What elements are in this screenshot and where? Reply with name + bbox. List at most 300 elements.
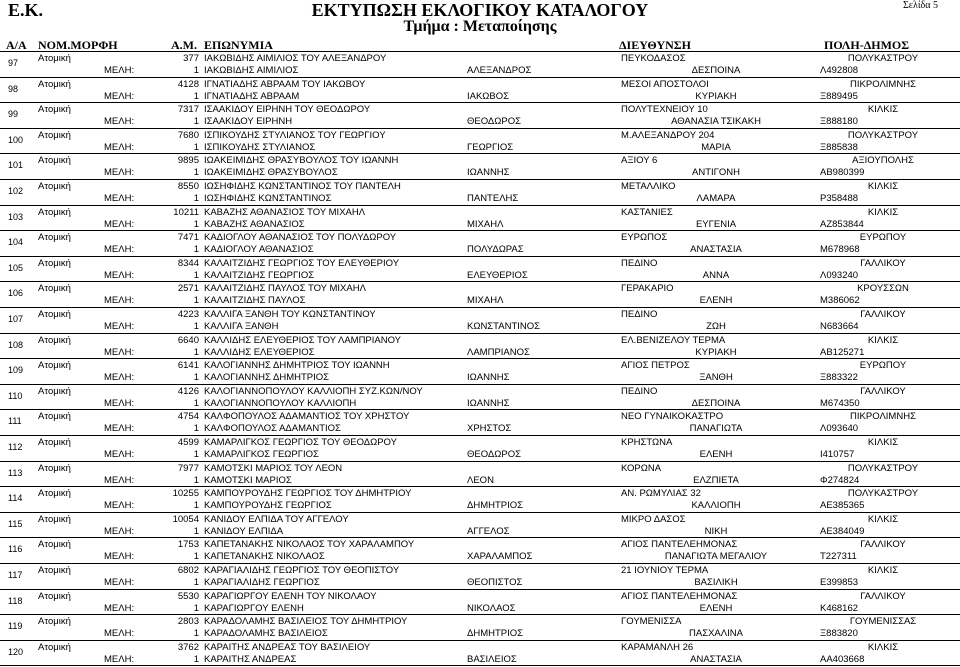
- record-number: 119: [8, 621, 23, 632]
- record-legal-form: Ατομική: [38, 181, 71, 192]
- table-row: [0, 129, 960, 155]
- record-legal-form: Ατομική: [38, 155, 71, 167]
- table-row: [0, 436, 960, 462]
- record-name: ΚΑΛΟΓΙΑΝΝΟΠΟΥΛΟΥ ΚΑΛΛΙΟΠΗ ΣΥΖ.ΚΩΝ/ΝΟΥ: [204, 385, 423, 397]
- member-label: ΜΕΛΗ:: [104, 372, 135, 384]
- member-count: 1: [193, 551, 199, 563]
- record-registry-number: 2803: [177, 616, 199, 628]
- record-number: 110: [8, 390, 23, 401]
- member-mother-name: ΔΕΣΠΟΙΝΑ: [691, 397, 741, 409]
- record-registry-number: 5530: [177, 590, 199, 602]
- member-label: ΜΕΛΗ:: [104, 397, 135, 409]
- record-registry-number: 9895: [177, 155, 199, 167]
- record-address: ΝΕΟ ΓΥΝΑΙΚΟΚΑΣΤΡΟ: [621, 411, 724, 423]
- record-registry-number: 4754: [177, 411, 199, 423]
- record-name: ΚΑΝΙΔΟΥ ΕΛΠΙΔΑ ΤΟΥ ΑΓΓΕΛΟΥ: [204, 513, 349, 525]
- record-legal-form: Ατομική: [38, 283, 71, 295]
- member-name: ΚΑΛΛΙΔΗΣ ΕΛΕΥΘΕΡΙΟΣ: [204, 346, 315, 358]
- member-count: 1: [193, 218, 199, 230]
- record-number: 112: [8, 442, 23, 452]
- member-count: 1: [193, 167, 199, 179]
- member-father-name: ΙΩΑΝΝΗΣ: [467, 372, 510, 384]
- record-number: 113: [8, 467, 23, 478]
- member-father-name: ΠΟΛΥΔΩΡΑΣ: [467, 244, 524, 256]
- table-row: [0, 154, 960, 180]
- member-count: 1: [193, 321, 199, 332]
- col-city: ΠΟΛΗ-ΔΗΜΟΣ: [824, 38, 910, 52]
- record-number: 117: [8, 570, 23, 580]
- member-count: 1: [193, 244, 199, 256]
- member-label: ΜΕΛΗ:: [104, 244, 135, 256]
- record-number: 99: [8, 109, 19, 120]
- record-legal-form: Ατομική: [38, 309, 71, 320]
- member-id-number: ΑΒ980399: [820, 167, 865, 179]
- record-legal-form: Ατομική: [38, 360, 71, 372]
- table-row: [0, 385, 960, 411]
- record-name: ΚΑΡΑΓΙΑΛΙΔΗΣ ΓΕΩΡΓΙΟΣ ΤΟΥ ΘΕΟΠΙΣΤΟΥ: [204, 565, 400, 576]
- record-registry-number: 8344: [177, 257, 199, 269]
- record-address: ΠΕΔΙΝΟ: [621, 385, 658, 397]
- record-registry-number: 377: [183, 53, 199, 64]
- record-name: ΚΑΜΑΡΛΙΓΚΟΣ ΓΕΩΡΓΙΟΣ ΤΟΥ ΘΕΟΔΩΡΟΥ: [204, 437, 397, 448]
- member-father-name: ΧΑΡΑΛΑΜΠΟΣ: [467, 551, 533, 563]
- member-count: 1: [193, 653, 199, 665]
- record-city: ΚΙΛΚΙΣ: [867, 437, 899, 448]
- record-registry-number: 7680: [177, 129, 199, 141]
- member-label: ΜΕΛΗ:: [104, 295, 135, 307]
- member-mother-name: ΝΙΚΗ: [704, 525, 728, 537]
- member-father-name: ΘΕΟΔΩΡΟΣ: [467, 449, 521, 460]
- record-address: ΜΙΚΡΟ ΔΑΣΟΣ: [621, 513, 686, 525]
- table-row: [0, 206, 960, 232]
- member-mother-name: ΑΝΑΣΤΑΣΙΑ: [690, 244, 742, 256]
- member-name: ΚΑΛΛΙΓΑ ΞΑΝΘΗ: [204, 321, 279, 332]
- record-legal-form: Ατομική: [38, 104, 71, 116]
- record-registry-number: 10255: [172, 488, 199, 500]
- member-mother-name: ΑΝΝΑ: [702, 269, 730, 281]
- record-name: ΚΑΛΟΓΙΑΝΝΗΣ ΔΗΜΗΤΡΙΟΣ ΤΟΥ ΙΩΑΝΝΗ: [204, 360, 390, 372]
- record-name: ΚΑΛΦΟΠΟΥΛΟΣ ΑΔΑΜΑΝΤΙΟΣ ΤΟΥ ΧΡΗΣΤΟΥ: [204, 411, 410, 423]
- member-id-number: Μ386062: [820, 295, 860, 307]
- table-row: [0, 641, 960, 667]
- record-name: ΚΑΡΑΔΟΛΑΜΗΣ ΒΑΣΙΛΕΙΟΣ ΤΟΥ ΔΗΜΗΤΡΙΟΥ: [204, 616, 408, 628]
- member-id-number: Ι410757: [820, 449, 855, 460]
- record-address: ΠΟΛΥΤΕΧΝΕΙΟΥ 10: [621, 104, 708, 116]
- member-count: 1: [193, 346, 199, 358]
- member-label: ΜΕΛΗ:: [104, 167, 135, 179]
- record-registry-number: 8550: [177, 181, 199, 192]
- member-id-number: Λ093640: [820, 423, 859, 435]
- record-name: ΙΩΣΗΦΙΔΗΣ ΚΩΝΣΤΑΝΤΙΝΟΣ ΤΟΥ ΠΑΝΤΕΛΗ: [204, 181, 401, 192]
- member-mother-name: ΚΥΡΙΑΚΗ: [695, 346, 737, 358]
- member-father-name: ΝΙΚΟΛΑΟΣ: [467, 602, 516, 614]
- member-name: ΚΑΜΠΟΥΡΟΥΔΗΣ ΓΕΩΡΓΙΟΣ: [204, 500, 332, 512]
- record-number: 106: [8, 288, 24, 299]
- member-mother-name: ΚΥΡΙΑΚΗ: [695, 90, 737, 102]
- col-registry-number: Α.Μ.: [171, 38, 197, 52]
- record-legal-form: Ατομική: [38, 565, 71, 576]
- member-label: ΜΕΛΗ:: [104, 346, 135, 358]
- record-number: 114: [8, 493, 23, 504]
- member-name: ΚΑΜΟΤΣΚΙ ΜΑΡΙΟΣ: [204, 474, 292, 486]
- record-address: ΓΟΥΜΕΝΙΣΣΑ: [621, 616, 682, 628]
- member-count: 1: [193, 116, 199, 128]
- member-father-name: ΧΡΗΣΤΟΣ: [467, 423, 512, 435]
- member-label: ΜΕΛΗ:: [104, 577, 135, 588]
- record-legal-form: Ατομική: [38, 206, 71, 218]
- record-registry-number: 4599: [177, 437, 199, 448]
- record-legal-form: Ατομική: [38, 641, 71, 653]
- member-label: ΜΕΛΗ:: [104, 90, 135, 102]
- record-registry-number: 10054: [172, 513, 199, 525]
- member-father-name: ΔΗΜΗΤΡΙΟΣ: [467, 500, 524, 512]
- table-row: [0, 180, 960, 206]
- member-mother-name: ΠΑΣΧΑΛΙΝΑ: [689, 628, 743, 640]
- record-city: ΚΙΛΚΙΣ: [867, 104, 899, 116]
- record-name: ΚΑΡΑΙΤΗΣ ΑΝΔΡΕΑΣ ΤΟΥ ΒΑΣΙΛΕΙΟΥ: [204, 641, 371, 653]
- member-label: ΜΕΛΗ:: [104, 269, 135, 281]
- member-father-name: ΘΕΟΔΩΡΟΣ: [467, 116, 521, 128]
- record-name: ΚΑΒΑΖΗΣ ΑΘΑΝΑΣΙΟΣ ΤΟΥ ΜΙΧΑΗΛ: [204, 206, 366, 218]
- record-city: ΕΥΡΩΠΟΥ: [859, 232, 907, 244]
- member-name: ΙΩΑΚΕΙΜΙΔΗΣ ΘΡΑΣΥΒΟΥΛΟΣ: [204, 167, 338, 179]
- record-registry-number: 6640: [177, 334, 199, 346]
- member-name: ΚΑΒΑΖΗΣ ΑΘΑΝΑΣΙΟΣ: [204, 218, 305, 230]
- record-number: 118: [8, 595, 23, 606]
- record-address: ΑΓΙΟΣ ΠΕΤΡΟΣ: [621, 360, 690, 372]
- member-label: ΜΕΛΗ:: [104, 449, 135, 460]
- table-row: [0, 538, 960, 564]
- member-label: ΜΕΛΗ:: [104, 116, 135, 128]
- member-father-name: ΒΑΣΙΛΕΙΟΣ: [467, 653, 517, 665]
- record-legal-form: Ατομική: [38, 411, 71, 423]
- member-label: ΜΕΛΗ:: [104, 525, 135, 537]
- page-number: Σελίδα 5: [902, 0, 938, 11]
- record-address: ΕΛ.ΒΕΝΙΖΕΛΟΥ ΤΕΡΜΑ: [621, 334, 726, 346]
- record-number: 111: [8, 416, 22, 427]
- member-mother-name: ΑΝΑΣΤΑΣΙΑ: [690, 653, 742, 665]
- member-name: ΚΑΡΑΔΟΛΑΜΗΣ ΒΑΣΙΛΕΙΟΣ: [204, 628, 328, 640]
- table-row: [0, 282, 960, 308]
- member-label: ΜΕΛΗ:: [104, 551, 135, 563]
- member-name: ΚΑΜΑΡΛΙΓΚΟΣ ΓΕΩΡΓΙΟΣ: [204, 449, 319, 460]
- member-mother-name: ΠΑΝΑΓΙΩΤΑ: [689, 423, 743, 435]
- record-city: ΓΑΛΛΙΚΟΥ: [860, 385, 906, 397]
- record-city: ΠΟΛΥΚΑΣΤΡΟΥ: [847, 488, 919, 500]
- record-city: ΓΑΛΛΙΚΟΥ: [860, 257, 906, 269]
- member-mother-name: ΕΛΕΝΗ: [699, 295, 733, 307]
- record-registry-number: 2571: [177, 283, 199, 295]
- member-id-number: Τ227311: [820, 551, 857, 563]
- member-name: ΚΑΝΙΔΟΥ ΕΛΠΙΔΑ: [204, 525, 284, 537]
- record-city: ΓΑΛΛΙΚΟΥ: [860, 590, 906, 602]
- record-number: 115: [8, 518, 23, 529]
- record-address: ΜΕΣΟΙ ΑΠΟΣΤΟΛΟΙ: [621, 78, 709, 90]
- member-label: ΜΕΛΗ:: [104, 141, 135, 153]
- member-mother-name: ΖΩΗ: [706, 321, 726, 332]
- record-address: ΑΓΙΟΣ ΠΑΝΤΕΛΕΗΜΟΝΑΣ: [621, 590, 738, 602]
- column-header-row: [0, 38, 960, 52]
- member-count: 1: [193, 295, 199, 307]
- member-count: 1: [193, 423, 199, 435]
- member-name: ΚΑΠΕΤΑΝΑΚΗΣ ΝΙΚΟΛΑΟΣ: [204, 551, 325, 563]
- member-father-name: ΙΩΑΝΝΗΣ: [467, 167, 510, 179]
- member-count: 1: [193, 90, 199, 102]
- record-address: ΓΕΡΑΚΑΡΙΟ: [621, 283, 674, 295]
- record-city: ΚΙΛΚΙΣ: [867, 334, 899, 346]
- member-name: ΚΑΛΑΙΤΖΙΔΗΣ ΓΕΩΡΓΙΟΣ: [204, 269, 315, 281]
- member-father-name: ΜΙΧΑΗΛ: [467, 295, 504, 307]
- member-name: ΚΑΛΟΓΙΑΝΝΟΠΟΥΛΟΥ ΚΑΛΛΙΟΠΗ: [204, 397, 357, 409]
- member-label: ΜΕΛΗ:: [104, 218, 135, 230]
- table-row: [0, 590, 960, 616]
- member-label: ΜΕΛΗ:: [104, 628, 135, 640]
- record-address: ΠΕΥΚΟΔΑΣΟΣ: [621, 53, 686, 64]
- member-father-name: ΑΓΓΕΛΟΣ: [467, 525, 510, 537]
- record-city: ΠΙΚΡΟΛΙΜΝΗΣ: [850, 411, 916, 423]
- record-number: 108: [8, 339, 24, 350]
- record-registry-number: 1753: [177, 539, 199, 551]
- member-id-number: ΑΕ385365: [820, 500, 865, 512]
- record-number: 100: [8, 134, 24, 145]
- member-mother-name: ΑΘΑΝΑΣΙΑ ΤΣΙΚΑΚΗ: [671, 116, 761, 128]
- record-legal-form: Ατομική: [38, 232, 71, 244]
- member-count: 1: [193, 628, 199, 640]
- member-mother-name: ΑΝΤΙΓΟΝΗ: [692, 167, 740, 179]
- record-city: ΚΙΛΚΙΣ: [867, 206, 899, 218]
- record-name: ΚΑΛΛΙΓΑ ΞΑΝΘΗ ΤΟΥ ΚΩΝΣΤΑΝΤΙΝΟΥ: [204, 309, 376, 320]
- document-code: Ε.Κ.: [8, 0, 44, 20]
- member-id-number: Μ674350: [820, 397, 860, 409]
- member-name: ΙΓΝΑΤΙΑΔΗΣ ΑΒΡΑΑΜ: [204, 90, 300, 102]
- record-number: 101: [8, 160, 24, 171]
- member-father-name: ΘΕΟΠΙΣΤΟΣ: [467, 577, 523, 588]
- record-address: ΚΟΡΩΝΑ: [621, 462, 662, 474]
- member-label: ΜΕΛΗ:: [104, 602, 135, 614]
- record-name: ΚΑΜΟΤΣΚΙ ΜΑΡΙΟΣ ΤΟΥ ΛΕΟΝ: [204, 462, 343, 474]
- page-title: ΕΚΤΥΠΩΣΗ ΕΚΛΟΓΙΚΟΥ ΚΑΤΑΛΟΓΟΥ: [311, 0, 649, 20]
- record-name: ΚΑΔΙΟΓΛΟΥ ΑΘΑΝΑΣΙΟΣ ΤΟΥ ΠΟΛΥΔΩΡΟΥ: [204, 232, 397, 244]
- member-father-name: ΙΩΑΝΝΗΣ: [467, 397, 510, 409]
- member-count: 1: [193, 397, 199, 409]
- record-registry-number: 4126: [177, 385, 199, 397]
- member-count: 1: [193, 372, 199, 384]
- record-legal-form: Ατομική: [38, 385, 71, 397]
- record-address: ΠΕΔΙΝΟ: [621, 309, 658, 320]
- record-city: ΚΙΛΚΙΣ: [867, 565, 899, 576]
- record-number: 98: [8, 83, 19, 94]
- row-divider: [0, 665, 960, 666]
- member-label: ΜΕΛΗ:: [104, 500, 135, 512]
- member-count: 1: [193, 193, 199, 204]
- member-count: 1: [193, 525, 199, 537]
- record-number: 104: [8, 237, 24, 248]
- table-row: [0, 615, 960, 641]
- member-mother-name: ΠΑΝΑΓΙΩΤΑ ΜΕΓΑΛΙΟΥ: [664, 551, 768, 563]
- record-registry-number: 7977: [177, 462, 199, 474]
- record-city: ΚΙΛΚΙΣ: [867, 513, 899, 525]
- member-id-number: Κ468162: [820, 602, 859, 614]
- record-legal-form: Ατομική: [38, 616, 71, 628]
- table-row: [0, 334, 960, 360]
- member-mother-name: ΛΑΜΑΡΑ: [696, 193, 736, 204]
- member-id-number: Ε399853: [820, 577, 859, 588]
- record-legal-form: Ατομική: [38, 539, 71, 551]
- col-aa: Α/Α: [6, 38, 27, 52]
- member-id-number: Λ492808: [820, 65, 859, 76]
- record-number: 109: [8, 365, 24, 376]
- member-count: 1: [193, 577, 199, 588]
- member-mother-name: ΕΛΕΝΗ: [699, 602, 733, 614]
- table-row: [0, 513, 960, 539]
- record-legal-form: Ατομική: [38, 590, 71, 602]
- member-id-number: ΑΑ403668: [820, 653, 865, 665]
- member-father-name: ΓΕΩΡΓΙΟΣ: [467, 141, 514, 153]
- record-name: ΚΑΠΕΤΑΝΑΚΗΣ ΝΙΚΟΛΑΟΣ ΤΟΥ ΧΑΡΑΛΑΜΠΟΥ: [204, 539, 415, 551]
- member-father-name: ΑΛΕΞΑΝΔΡΟΣ: [467, 65, 532, 76]
- record-number: 102: [8, 186, 24, 196]
- record-address: ΚΡΗΣΤΩΝΑ: [621, 437, 673, 448]
- table-row: [0, 78, 960, 104]
- col-name: ΕΠΩΝΥΜΙΑ: [204, 38, 273, 52]
- record-registry-number: 10211: [173, 206, 199, 218]
- record-name: ΙΑΚΩΒΙΔΗΣ ΑΙΜΙΛΙΟΣ ΤΟΥ ΑΛΕΞΑΝΔΡΟΥ: [204, 53, 387, 64]
- member-count: 1: [193, 500, 199, 512]
- record-registry-number: 7471: [177, 232, 199, 244]
- record-legal-form: Ατομική: [38, 334, 71, 346]
- member-count: 1: [193, 602, 199, 614]
- record-legal-form: Ατομική: [38, 437, 71, 448]
- page-subtitle: Τμήμα : Μεταποίησης: [403, 18, 557, 35]
- member-father-name: ΙΑΚΩΒΟΣ: [467, 90, 510, 102]
- member-name: ΚΑΛΑΙΤΖΙΔΗΣ ΠΑΥΛΟΣ: [204, 295, 306, 307]
- table-row: [0, 487, 960, 513]
- record-legal-form: Ατομική: [38, 53, 71, 64]
- record-city: ΓΟΥΜΕΝΙΣΣΑΣ: [849, 616, 917, 628]
- record-city: ΚΙΛΚΙΣ: [867, 181, 899, 192]
- member-name: ΚΑΡΑΓΙΩΡΓΟΥ ΕΛΕΝΗ: [204, 602, 304, 614]
- member-mother-name: ΕΛΖΠΙΕΤΑ: [693, 474, 739, 486]
- record-registry-number: 6141: [177, 360, 199, 372]
- record-legal-form: Ατομική: [38, 488, 71, 500]
- member-id-number: Μ678968: [820, 244, 860, 256]
- record-legal-form: Ατομική: [38, 513, 71, 525]
- record-city: ΑΞΙΟΥΠΟΛΗΣ: [852, 155, 914, 167]
- member-count: 1: [193, 65, 199, 76]
- member-id-number: ΑΖ853844: [820, 218, 864, 230]
- record-name: ΚΑΛΑΙΤΖΙΔΗΣ ΠΑΥΛΟΣ ΤΟΥ ΜΙΧΑΗΛ: [204, 283, 366, 295]
- table-row: [0, 564, 960, 590]
- table-row: [0, 308, 960, 334]
- member-label: ΜΕΛΗ:: [104, 653, 135, 665]
- record-number: 97: [8, 58, 19, 68]
- member-id-number: Ξ888180: [820, 116, 858, 128]
- record-registry-number: 4223: [177, 309, 199, 320]
- member-name: ΙΑΚΩΒΙΔΗΣ ΑΙΜΙΛΙΟΣ: [204, 65, 299, 76]
- member-name: ΚΑΔΙΟΓΛΟΥ ΑΘΑΝΑΣΙΟΣ: [204, 244, 314, 256]
- record-city: ΚΙΛΚΙΣ: [867, 641, 899, 653]
- member-mother-name: ΚΑΛΛΙΟΠΗ: [691, 500, 741, 512]
- record-city: ΕΥΡΩΠΟΥ: [859, 360, 907, 372]
- member-father-name: ΔΗΜΗΤΡΙΟΣ: [467, 628, 524, 640]
- record-address: ΚΑΡΑΜΑΝΛΗ 26: [621, 641, 694, 653]
- member-mother-name: ΞΑΝΘΗ: [699, 372, 733, 384]
- member-id-number: Ξ883322: [820, 372, 858, 384]
- member-id-number: ΑΕ384049: [820, 525, 865, 537]
- member-label: ΜΕΛΗ:: [104, 193, 135, 204]
- member-name: ΙΩΣΗΦΙΔΗΣ ΚΩΝΣΤΑΝΤΙΝΟΣ: [204, 193, 332, 204]
- record-name: ΙΣΑΑΚΙΔΟΥ ΕΙΡΗΝΗ ΤΟΥ ΘΕΟΔΩΡΟΥ: [204, 104, 371, 116]
- member-father-name: ΛΑΜΠΡΙΑΝΟΣ: [467, 346, 530, 358]
- record-address: ΠΕΔΙΝΟ: [621, 257, 658, 269]
- col-legal-form: ΝΟΜ.ΜΟΡΦΗ: [38, 38, 118, 52]
- record-name: ΚΑΛΑΙΤΖΙΔΗΣ ΓΕΩΡΓΙΟΣ ΤΟΥ ΕΛΕΥΘΕΡΙΟΥ: [204, 257, 400, 269]
- member-father-name: ΛΕΟΝ: [467, 474, 494, 486]
- member-id-number: Λ093240: [820, 269, 859, 281]
- table-row: [0, 231, 960, 257]
- record-city: ΠΙΚΡΟΛΙΜΝΗΣ: [850, 78, 916, 90]
- record-name: ΙΩΑΚΕΙΜΙΔΗΣ ΘΡΑΣΥΒΟΥΛΟΣ ΤΟΥ ΙΩΑΝΝΗ: [204, 155, 399, 167]
- record-city: ΓΑΛΛΙΚΟΥ: [860, 309, 906, 320]
- record-number: 116: [8, 544, 23, 555]
- table-row: [0, 257, 960, 283]
- member-name: ΚΑΛΦΟΠΟΥΛΟΣ ΑΔΑΜΑΝΤΙΟΣ: [204, 423, 341, 435]
- record-city: ΠΟΛΥΚΑΣΤΡΟΥ: [847, 53, 919, 64]
- member-father-name: ΚΩΝΣΤΑΝΤΙΝΟΣ: [467, 321, 541, 332]
- member-mother-name: ΜΑΡΙΑ: [701, 141, 731, 153]
- record-address: ΚΑΣΤΑΝΙΕΣ: [621, 206, 673, 218]
- member-count: 1: [193, 474, 199, 486]
- record-name: ΙΓΝΑΤΙΑΔΗΣ ΑΒΡΑΑΜ ΤΟΥ ΙΑΚΩΒΟΥ: [204, 78, 366, 90]
- record-name: ΙΣΠΙΚΟΥΔΗΣ ΣΤΥΛΙΑΝΟΣ ΤΟΥ ΓΕΩΡΓΙΟΥ: [204, 129, 386, 141]
- record-city: ΠΟΛΥΚΑΣΤΡΟΥ: [847, 462, 919, 474]
- member-name: ΚΑΡΑΓΙΑΛΙΔΗΣ ΓΕΩΡΓΙΟΣ: [204, 577, 320, 588]
- table-row: [0, 103, 960, 129]
- table-row: [0, 52, 960, 78]
- member-label: ΜΕΛΗ:: [104, 423, 135, 435]
- record-city: ΚΡΟΥΣΣΩΝ: [857, 283, 909, 295]
- member-father-name: ΕΛΕΥΘΕΡΙΟΣ: [467, 269, 528, 281]
- member-mother-name: ΕΥΓΕΝΙΑ: [695, 218, 737, 230]
- record-address: ΑΓΙΟΣ ΠΑΝΤΕΛΕΗΜΟΝΑΣ: [621, 539, 738, 551]
- record-number: 103: [8, 211, 24, 222]
- record-address: ΑΞΙΟΥ 6: [621, 155, 658, 167]
- member-count: 1: [193, 269, 199, 281]
- member-id-number: Ξ889495: [820, 90, 858, 102]
- record-name: ΚΑΛΛΙΔΗΣ ΕΛΕΥΘΕΡΙΟΣ ΤΟΥ ΛΑΜΠΡΙΑΝΟΥ: [204, 334, 402, 346]
- record-address: ΑΝ. ΡΩΜΥΛΙΑΣ 32: [621, 488, 701, 500]
- member-id-number: Ξ883820: [820, 628, 858, 640]
- member-count: 1: [193, 141, 199, 153]
- member-name: ΙΣΠΙΚΟΥΔΗΣ ΣΤΥΛΙΑΝΟΣ: [204, 141, 316, 153]
- record-name: ΚΑΡΑΓΙΩΡΓΟΥ ΕΛΕΝΗ ΤΟΥ ΝΙΚΟΛΑΟΥ: [204, 590, 377, 602]
- member-id-number: Ξ885838: [820, 141, 858, 153]
- record-number: 107: [8, 314, 24, 324]
- member-mother-name: ΔΕΣΠΟΙΝΑ: [691, 65, 741, 76]
- record-city: ΓΑΛΛΙΚΟΥ: [860, 539, 906, 551]
- member-id-number: Φ274824: [820, 474, 860, 486]
- record-registry-number: 7317: [177, 104, 199, 116]
- table-row: [0, 462, 960, 488]
- record-registry-number: 3762: [177, 641, 199, 653]
- record-name: ΚΑΜΠΟΥΡΟΥΔΗΣ ΓΕΩΡΓΙΟΣ ΤΟΥ ΔΗΜΗΤΡΙΟΥ: [204, 488, 412, 500]
- member-name: ΚΑΛΟΓΙΑΝΝΗΣ ΔΗΜΗΤΡΙΟΣ: [204, 372, 330, 384]
- table-row: [0, 410, 960, 436]
- member-mother-name: ΒΑΣΙΛΙΚΗ: [694, 577, 738, 588]
- record-city: ΠΟΛΥΚΑΣΤΡΟΥ: [847, 129, 919, 141]
- record-number: 105: [8, 262, 24, 273]
- record-legal-form: Ατομική: [38, 78, 71, 90]
